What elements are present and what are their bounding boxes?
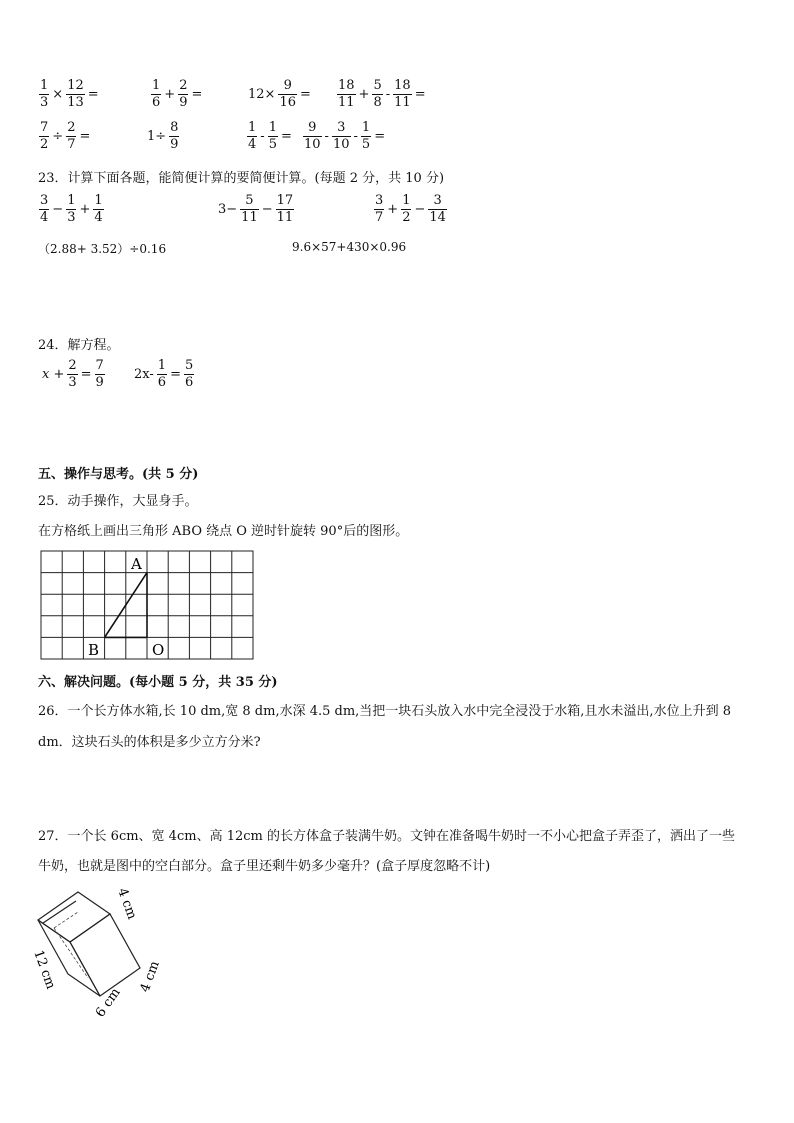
operator: - [385, 87, 391, 102]
equals: = [191, 87, 203, 102]
calc-row-2 [246, 120, 294, 153]
label-top-width: 4 cm [114, 886, 140, 922]
prefix: 12× [248, 87, 276, 102]
equation [132, 358, 195, 391]
question-26-line-2: dm．这块石头的体积是多少立方分米? [38, 735, 261, 750]
operator: ÷ [52, 129, 64, 144]
label-right-width: 4 cm [137, 959, 163, 995]
equals: = [87, 87, 99, 102]
fraction: $\frac{18}{11}$ [394, 78, 411, 110]
operator: - [324, 129, 329, 144]
point-o-label: O [152, 641, 165, 659]
fraction: $\frac{2}{3}$ [68, 358, 77, 390]
fraction: $\frac{2}{9}$ [179, 78, 188, 110]
prefix: 2x- [134, 367, 154, 382]
fraction: $\frac{1}{3}$ [40, 78, 49, 110]
fraction: $\frac{1}{4}$ [94, 193, 103, 225]
fraction: $\frac{7}{2}$ [40, 120, 49, 152]
tilted-box-figure [30, 868, 170, 1023]
operator: - [260, 129, 265, 144]
operator: + [387, 202, 399, 217]
point-b-label: B [88, 641, 100, 659]
equation [40, 358, 106, 391]
equals: = [280, 129, 292, 144]
operator: − [261, 202, 273, 217]
question-25-desc: 在方格纸上画出三角形 ABO 绕点 O 逆时针旋转 90°后的图形。 [38, 524, 409, 539]
equals: = [374, 129, 386, 144]
expression: 9.6×57+430×0.96 [292, 240, 407, 254]
operator: = [170, 367, 181, 382]
calc-row-2 [145, 120, 180, 153]
fraction: $\frac{1}{6}$ [157, 358, 167, 390]
calc-row-1 [246, 78, 313, 111]
fraction: $\frac{5}{6}$ [184, 358, 194, 390]
operator: + [164, 87, 176, 102]
operator: + [79, 202, 91, 217]
section-5-heading: 五、操作与思考。(共 5 分) [38, 467, 199, 482]
expression [373, 193, 448, 226]
question-26-line-1: 26．一个长方体水箱,长 10 dm,宽 8 dm,水深 4.5 dm,当把一块石头放入水中完全浸没于水箱,且水未溢出,水位上升到 8 [38, 704, 731, 719]
fraction: $\frac{1}{5}$ [268, 120, 277, 152]
fraction: $\frac{3}{14}$ [429, 193, 446, 225]
fraction: $\frac{1}{4}$ [248, 120, 257, 152]
question-25-title: 25．动手操作，大显身手。 [38, 494, 198, 509]
expression [216, 193, 295, 226]
fraction: $\frac{7}{9}$ [95, 358, 104, 390]
operator: − [414, 202, 426, 217]
prefix: 1÷ [147, 129, 167, 144]
fraction: $\frac{17}{11}$ [276, 193, 294, 225]
question-27-line-1: 27．一个长 6cm、宽 4cm、高 12cm 的长方体盒子装满牛奶。文钟在准备喝牛奶时一不小心把盒子弄歪了，洒出了一些 [38, 829, 735, 844]
prefix: 3− [218, 202, 238, 217]
operator: + [358, 87, 370, 102]
fraction: $\frac{1}{3}$ [67, 193, 76, 225]
point-a-label: A [131, 555, 142, 573]
fraction: $\frac{3}{10}$ [332, 120, 350, 152]
question-23-title: 23．计算下面各题，能简便计算的要简便计算。(每题 2 分，共 10 分) [38, 171, 445, 186]
expression [38, 193, 105, 226]
operator: − [52, 202, 64, 217]
section-6-heading: 六、解决问题。(每小题 5 分，共 35 分) [38, 675, 278, 690]
label-bottom-length: 6 cm [92, 985, 124, 1021]
operator: = [80, 367, 92, 382]
expression: （2.88+ 3.52）÷0.16 [38, 242, 167, 256]
calc-row-1 [38, 78, 101, 111]
equals: = [79, 129, 91, 144]
calc-row-1 [336, 78, 428, 111]
fraction: $\frac{9}{16}$ [279, 78, 296, 110]
fraction: $\frac{3}{4}$ [40, 193, 49, 225]
fraction: $\frac{2}{7}$ [67, 120, 76, 152]
question-27-line-2: 牛奶，也就是图中的空白部分。盒子里还剩牛奶多少毫升？(盒子厚度忽略不计) [38, 859, 491, 874]
operator: - [353, 129, 358, 144]
calc-row-2 [302, 120, 387, 153]
calc-row-1 [150, 78, 204, 111]
fraction: $\frac{9}{10}$ [304, 120, 321, 152]
fraction: $\frac{1}{6}$ [152, 78, 161, 110]
fraction: $\frac{5}{8}$ [373, 78, 382, 110]
fraction: $\frac{1}{2}$ [402, 193, 411, 225]
equals: = [299, 87, 311, 102]
question-24-title: 24．解方程。 [38, 338, 120, 353]
fraction: $\frac{1}{5}$ [361, 120, 371, 152]
prefix: x + [42, 367, 65, 382]
calc-row-2 [38, 120, 92, 153]
fraction: $\frac{12}{13}$ [67, 78, 84, 110]
fraction: $\frac{5}{11}$ [241, 193, 258, 225]
fraction: $\frac{18}{11}$ [338, 78, 355, 110]
equals: = [414, 87, 426, 102]
label-height: 12 cm [30, 948, 59, 992]
fraction: $\frac{3}{7}$ [375, 193, 384, 225]
fraction: $\frac{8}{9}$ [170, 120, 179, 152]
operator: × [52, 87, 64, 102]
grid-paper [40, 550, 256, 662]
